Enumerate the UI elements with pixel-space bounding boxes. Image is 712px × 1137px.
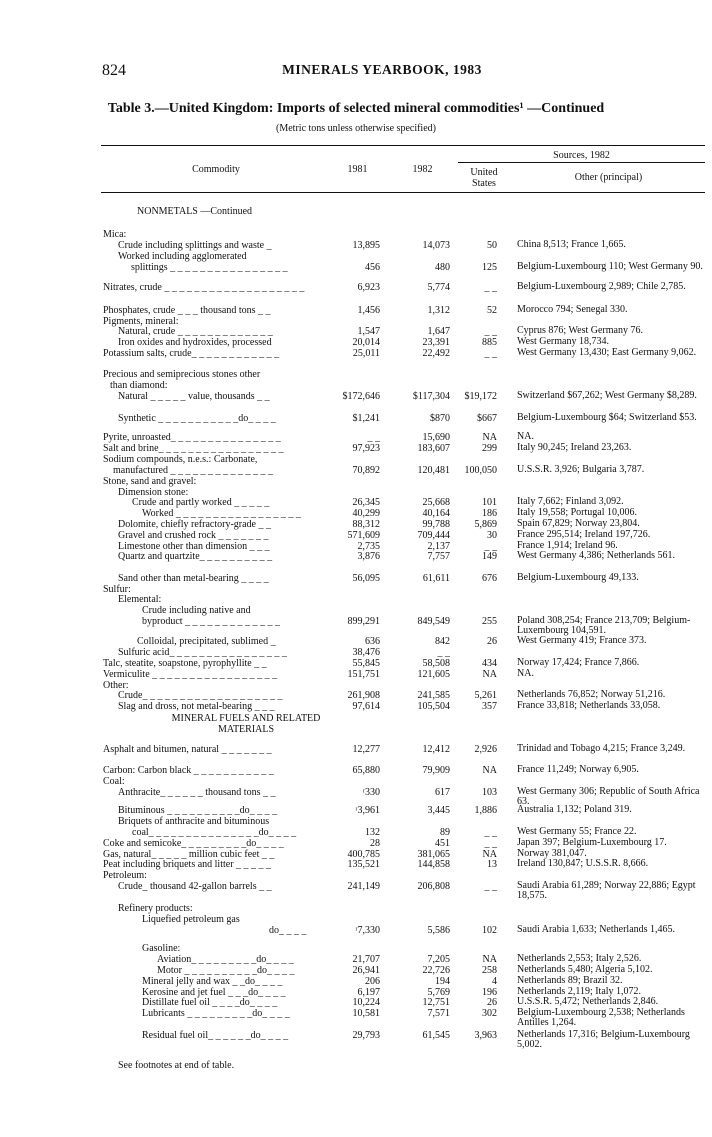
value-1982: 7,757 xyxy=(427,551,450,562)
value-1982: 121,605 xyxy=(417,669,450,680)
value-1982: 22,492 xyxy=(422,348,450,359)
page-number: 824 xyxy=(102,62,126,79)
value-united-states: NA xyxy=(482,849,497,860)
value-united-states: 299 xyxy=(482,443,497,454)
commodity-label: Liquefied petroleum gas xyxy=(142,914,240,925)
other-sources: West Germany 306; Republic of South Africa 63. xyxy=(517,786,700,807)
commodity-label: than diamond: xyxy=(110,380,168,391)
running-head: MINERALS YEARBOOK, 1983 xyxy=(282,62,482,77)
other-sources: Poland 308,254; France 213,709; Belgium-Luxembourg 104,591. xyxy=(517,615,691,636)
other-sources: Netherlands 89; Brazil 32. xyxy=(517,975,623,986)
commodity-label: Carbon: Carbon black _ _ _ _ _ _ _ _ _ _ _ xyxy=(103,765,274,776)
value-1982: 144,858 xyxy=(417,859,450,870)
other-sources: Saudi Arabia 1,633; Netherlands 1,465. xyxy=(517,924,676,935)
value-united-states: _ _ xyxy=(484,348,497,359)
value-united-states: 30 xyxy=(487,530,497,541)
value-1981: 6,923 xyxy=(357,282,380,293)
commodity-label: Stone, sand and gravel: xyxy=(103,476,197,487)
commodity-label: byproduct _ _ _ _ _ _ _ _ _ _ _ _ _ xyxy=(142,616,281,627)
other-sources: Morocco 794; Senegal 330. xyxy=(517,304,628,315)
sources-rule xyxy=(458,162,705,163)
commodity-label: Mica: xyxy=(103,229,127,240)
other-sources: France 1,914; Ireland 96. xyxy=(517,540,618,551)
commodity-label: Quartz and quartzite_ _ _ _ _ _ _ _ _ _ xyxy=(118,551,273,562)
value-1981: 400,785 xyxy=(347,849,380,860)
header-bottom-rule xyxy=(101,192,705,193)
other-sources: Saudi Arabia 61,289; Norway 22,886; Egypt 18,575. xyxy=(517,880,696,901)
value-1981: 456 xyxy=(365,262,380,273)
value-1982: 58,508 xyxy=(422,658,450,669)
other-sources: Italy 19,558; Portugal 10,006. xyxy=(517,507,637,518)
other-sources: U.S.S.R. 3,926; Bulgaria 3,787. xyxy=(517,464,645,475)
value-united-states: 100,050 xyxy=(464,465,497,476)
value-1981: 56,095 xyxy=(352,573,380,584)
value-1981: 38,476 xyxy=(352,647,380,658)
page-header xyxy=(102,62,662,82)
commodity-label: Worked _ _ _ _ _ _ _ _ _ _ _ _ _ _ _ _ _ xyxy=(142,508,301,519)
header-sources: Sources, 1982 xyxy=(553,150,610,161)
value-united-states: 102 xyxy=(482,925,497,936)
other-sources: Trinidad and Tobago 4,215; France 3,249. xyxy=(517,743,686,754)
commodity-label: Distillate fuel oil _ _ _ _do_ _ _ _ xyxy=(142,997,278,1008)
commodity-label: Crude and partly worked _ _ _ _ _ xyxy=(132,497,270,508)
value-united-states: _ _ xyxy=(484,326,497,337)
other-sources: Netherlands 76,852; Norway 51,216. xyxy=(517,689,666,700)
value-1981: 55,845 xyxy=(352,658,380,669)
other-sources: Belgium-Luxembourg 110; West Germany 90. xyxy=(517,261,703,272)
commodity-label: Phosphates, crude _ _ _ thousand tons _ _ xyxy=(103,305,271,316)
value-1982: 2,137 xyxy=(427,541,450,552)
value-1982: 89 xyxy=(440,827,450,838)
commodity-label: Sand other than metal-bearing _ _ _ _ xyxy=(118,573,269,584)
commodity-label: coal_ _ _ _ _ _ _ _ _ _ _ _ _ _ _do_ _ _ _ xyxy=(132,827,297,838)
value-1981: 88,312 xyxy=(352,519,380,530)
value-1982: 23,391 xyxy=(422,337,450,348)
commodity-label: Crude including splittings and waste _ xyxy=(118,240,272,251)
value-1982: 194 xyxy=(435,976,450,987)
other-sources: U.S.S.R. 5,472; Netherlands 2,846. xyxy=(517,996,659,1007)
value-1981: 1,456 xyxy=(357,305,380,316)
value-united-states: NA xyxy=(482,669,497,680)
value-1982: 3,445 xyxy=(427,805,450,816)
value-1982: 1,312 xyxy=(427,305,450,316)
value-1982: 617 xyxy=(435,787,450,798)
value-united-states: 101 xyxy=(482,497,497,508)
value-united-states: 196 xyxy=(482,987,497,998)
other-sources: Cyprus 876; West Germany 76. xyxy=(517,325,643,336)
commodity-label: Aviation_ _ _ _ _ _ _ _ _do_ _ _ _ xyxy=(157,954,294,965)
commodity-label: Kerosine and jet fuel _ _ _do_ _ _ _ xyxy=(142,987,286,998)
value-1981: ʳ330 xyxy=(362,787,380,798)
value-1981: 97,614 xyxy=(352,701,380,712)
value-united-states: $19,172 xyxy=(464,391,497,402)
other-sources: NA. xyxy=(517,668,534,679)
commodity-label: Bituminous _ _ _ _ _ _ _ _ _ _do_ _ _ _ xyxy=(118,805,278,816)
other-sources: West Germany 13,430; East Germany 9,062. xyxy=(517,347,697,358)
value-1981: ʳ7,330 xyxy=(355,925,380,936)
value-1982: 5,769 xyxy=(427,987,450,998)
value-1982: 7,205 xyxy=(427,954,450,965)
commodity-label: Crude_ thousand 42-gallon barrels _ _ xyxy=(118,881,272,892)
value-1982: 61,611 xyxy=(422,573,450,584)
commodity-label: Nitrates, crude _ _ _ _ _ _ _ _ _ _ _ _ _ _ _ _ _ _ _ xyxy=(103,282,305,293)
commodity-label: Sodium compounds, n.e.s.: Carbonate, xyxy=(103,454,258,465)
value-1982: 5,774 xyxy=(427,282,450,293)
value-1981: _ _ xyxy=(367,432,380,443)
commodity-label: Dimension stone: xyxy=(118,487,189,498)
value-1981: 151,751 xyxy=(347,669,380,680)
value-1981: 20,014 xyxy=(352,337,380,348)
value-united-states: $667 xyxy=(477,413,497,424)
commodity-label: Natural _ _ _ _ _ value, thousands _ _ xyxy=(118,391,270,402)
other-sources: Belgium-Luxembourg 49,133. xyxy=(517,572,639,583)
value-1982: 241,585 xyxy=(417,690,450,701)
value-1982: 79,909 xyxy=(422,765,450,776)
commodity-label: Anthracite_ _ _ _ _ _ thousand tons _ _ xyxy=(118,787,276,798)
commodity-label: do_ _ _ _ xyxy=(269,925,307,936)
value-1981: 29,793 xyxy=(352,1030,380,1041)
value-1981: 65,880 xyxy=(352,765,380,776)
value-1981: 25,011 xyxy=(352,348,380,359)
other-sources: West Germany 18,734. xyxy=(517,336,609,347)
value-1981: 135,521 xyxy=(347,859,380,870)
value-united-states: 5,869 xyxy=(474,519,497,530)
commodity-label: Pyrite, unroasted_ _ _ _ _ _ _ _ _ _ _ _ _ _ _ xyxy=(103,432,281,443)
value-united-states: _ _ xyxy=(484,827,497,838)
other-sources: Norway 381,047. xyxy=(517,848,587,859)
commodity-label: Iron oxides and hydroxides, processed xyxy=(118,337,272,348)
other-sources: Australia 1,132; Poland 319. xyxy=(517,804,632,815)
other-sources: Switzerland $67,262; West Germany $8,289. xyxy=(517,390,697,401)
commodity-label: Pigments, mineral: xyxy=(103,316,179,327)
value-1982: $117,304 xyxy=(412,391,450,402)
commodity-label: manufactured _ _ _ _ _ _ _ _ _ _ _ _ _ _ xyxy=(113,465,273,476)
value-united-states: NA xyxy=(482,954,497,965)
value-united-states: 3,963 xyxy=(474,1030,497,1041)
value-1981: 899,291 xyxy=(347,616,380,627)
value-united-states: 357 xyxy=(482,701,497,712)
other-sources: Italy 7,662; Finland 3,092. xyxy=(517,496,624,507)
value-united-states: 1,886 xyxy=(474,805,497,816)
other-sources: China 8,513; France 1,665. xyxy=(517,239,626,250)
value-1981: 261,908 xyxy=(347,690,380,701)
value-1982: 709,444 xyxy=(417,530,450,541)
value-united-states: NA xyxy=(482,432,497,443)
value-united-states: _ _ xyxy=(484,282,497,293)
other-sources: Japan 397; Belgium-Luxembourg 17. xyxy=(517,837,667,848)
other-sources: France 11,249; Norway 6,905. xyxy=(517,764,639,775)
value-1982: 12,751 xyxy=(422,997,450,1008)
commodity-label: Petroleum: xyxy=(103,870,147,881)
value-1982: 206,808 xyxy=(417,881,450,892)
other-sources: Ireland 130,847; U.S.S.R. 8,666. xyxy=(517,858,649,869)
table-subtitle: (Metric tons unless otherwise specified) xyxy=(276,123,436,134)
value-united-states: 302 xyxy=(482,1008,497,1019)
commodity-label: Gravel and crushed rock _ _ _ _ _ _ _ xyxy=(118,530,269,541)
commodity-label: Crude_ _ _ _ _ _ _ _ _ _ _ _ _ _ _ _ _ _ _ xyxy=(118,690,283,701)
value-1981: 6,197 xyxy=(357,987,380,998)
value-1982: 381,065 xyxy=(417,849,450,860)
commodity-label: Elemental: xyxy=(118,594,162,605)
value-united-states: _ _ xyxy=(484,838,497,849)
value-1982: 1,647 xyxy=(427,326,450,337)
value-1981: 241,149 xyxy=(347,881,380,892)
commodity-label: Sulfur: xyxy=(103,584,131,595)
other-sources: France 295,514; Ireland 197,726. xyxy=(517,529,651,540)
value-1982: _ _ xyxy=(437,647,450,658)
value-1981: 21,707 xyxy=(352,954,380,965)
commodity-label: Dolomite, chiefly refractory-grade _ _ xyxy=(118,519,271,530)
value-1981: 28 xyxy=(370,838,380,849)
commodity-label: Asphalt and bitumen, natural _ _ _ _ _ _ _ xyxy=(103,744,272,755)
commodity-label: Peat including briquets and litter _ _ _ _ _ xyxy=(103,859,272,870)
commodity-label: Talc, steatite, soapstone, pyrophyllite _ _ xyxy=(103,658,267,669)
other-sources: Netherlands 5,480; Algeria 5,102. xyxy=(517,964,653,975)
value-united-states: 2,926 xyxy=(474,744,497,755)
commodity-label: Motor _ _ _ _ _ _ _ _ _ _do_ _ _ _ xyxy=(157,965,295,976)
value-1981: 26,345 xyxy=(352,497,380,508)
commodity-label: Sulfuric acid_ _ _ _ _ _ _ _ _ _ _ _ _ _ _ _ xyxy=(118,647,287,658)
other-sources: Italy 90,245; Ireland 23,263. xyxy=(517,442,632,453)
value-united-states: 103 xyxy=(482,787,497,798)
value-united-states: 50 xyxy=(487,240,497,251)
other-sources: Spain 67,829; Norway 23,804. xyxy=(517,518,640,529)
value-united-states: 676 xyxy=(482,573,497,584)
value-united-states: _ _ xyxy=(484,541,497,552)
value-1981: $1,241 xyxy=(352,413,380,424)
value-united-states: 13 xyxy=(487,859,497,870)
value-1982: 183,607 xyxy=(417,443,450,454)
value-united-states: 26 xyxy=(487,997,497,1008)
section-fuels-line2: MATERIALS xyxy=(217,724,275,735)
value-1982: 842 xyxy=(435,636,450,647)
commodity-label: Coal: xyxy=(103,776,125,787)
value-1982: $870 xyxy=(430,413,450,424)
value-united-states: 255 xyxy=(482,616,497,627)
commodity-label: Gas, natural_ _ _ _ _ million cubic feet _ _ xyxy=(103,849,275,860)
value-1981: 12,277 xyxy=(352,744,380,755)
value-1981: 1,547 xyxy=(357,326,380,337)
value-1981: 97,923 xyxy=(352,443,380,454)
value-1981: 132 xyxy=(365,827,380,838)
value-united-states: 26 xyxy=(487,636,497,647)
value-1981: ʳ3,961 xyxy=(355,805,380,816)
section-nonmetals: NONMETALS —Continued xyxy=(137,206,253,217)
value-1981: 3,876 xyxy=(357,551,380,562)
value-1981: 206 xyxy=(365,976,380,987)
value-united-states: 258 xyxy=(482,965,497,976)
other-sources: West Germany 4,386; Netherlands 561. xyxy=(517,550,676,561)
value-1981: 13,895 xyxy=(352,240,380,251)
value-1981: 636 xyxy=(365,636,380,647)
other-sources: Belgium-Luxembourg 2,538; Netherlands Antilles 1,264. xyxy=(517,1007,685,1028)
commodity-label: Vermiculite _ _ _ _ _ _ _ _ _ _ _ _ _ _ _ _ _ xyxy=(103,669,278,680)
value-1982: 25,668 xyxy=(422,497,450,508)
commodity-label: Coke and semicoke_ _ _ _ _ _ _ _ _do_ _ _ _ xyxy=(103,838,284,849)
table-title: Table 3.—United Kingdom: Imports of selected mineral commodities¹ —Continued xyxy=(107,101,605,116)
other-sources: Belgium-Luxembourg $64; Switzerland $53. xyxy=(517,412,697,423)
commodity-label: Residual fuel oil_ _ _ _ _ _do_ _ _ _ xyxy=(142,1030,289,1041)
value-1982: 120,481 xyxy=(417,465,450,476)
commodity-label: Colloidal, precipitated, sublimed _ xyxy=(137,636,276,647)
value-1981: $172,646 xyxy=(342,391,380,402)
other-sources: West Germany 55; France 22. xyxy=(517,826,637,837)
value-united-states: 52 xyxy=(487,305,497,316)
commodity-label: Worked including agglomerated xyxy=(118,251,247,262)
value-united-states: _ _ xyxy=(484,881,497,892)
commodity-label: Other: xyxy=(103,680,129,691)
value-1982: 12,412 xyxy=(422,744,450,755)
other-sources: Netherlands 2,119; Italy 1,072. xyxy=(517,986,642,997)
other-sources: Netherlands 17,316; Belgium-Luxembourg 5,002. xyxy=(517,1029,690,1050)
commodity-label: Limestone other than dimension _ _ _ xyxy=(118,541,270,552)
value-1982: 22,726 xyxy=(422,965,450,976)
value-1982: 99,788 xyxy=(422,519,450,530)
value-1982: 480 xyxy=(435,262,450,273)
commodity-label: Mineral jelly and wax _ _do_ _ _ _ xyxy=(142,976,283,987)
commodity-label: Refinery products: xyxy=(118,903,193,914)
value-1982: 7,571 xyxy=(427,1008,450,1019)
header-other: Other (principal) xyxy=(574,172,643,183)
value-1981: 40,299 xyxy=(352,508,380,519)
other-sources: Netherlands 2,553; Italy 2,526. xyxy=(517,953,642,964)
commodity-label: Gasoline: xyxy=(142,943,181,954)
value-1981: 571,609 xyxy=(347,530,380,541)
header-1981: 1981 xyxy=(347,164,368,175)
value-1981: 10,224 xyxy=(352,997,380,1008)
value-1982: 105,504 xyxy=(417,701,450,712)
value-1982: 14,073 xyxy=(422,240,450,251)
value-1981: 10,581 xyxy=(352,1008,380,1019)
other-sources: Norway 17,424; France 7,866. xyxy=(517,657,640,668)
commodity-label: Lubricants _ _ _ _ _ _ _ _ _do_ _ _ _ xyxy=(142,1008,290,1019)
header-commodity: Commodity xyxy=(192,164,240,175)
value-united-states: 885 xyxy=(482,337,497,348)
commodity-label: Precious and semiprecious stones other xyxy=(103,369,261,380)
other-sources: France 33,818; Netherlands 33,058. xyxy=(517,700,661,711)
value-united-states: NA xyxy=(482,765,497,776)
value-1982: 40,164 xyxy=(422,508,450,519)
commodity-label: splittings _ _ _ _ _ _ _ _ _ _ _ _ _ _ _ _ xyxy=(131,262,288,273)
value-1981: 70,892 xyxy=(352,465,380,476)
value-1982: 451 xyxy=(435,838,450,849)
commodity-label: Potassium salts, crude_ _ _ _ _ _ _ _ _ _ _ _ xyxy=(103,348,280,359)
value-united-states: 4 xyxy=(492,976,497,987)
value-1982: 849,549 xyxy=(417,616,450,627)
value-1981: 2,735 xyxy=(357,541,380,552)
footnote: See footnotes at end of table. xyxy=(118,1060,235,1071)
header-1982: 1982 xyxy=(412,164,433,175)
header-us: United States xyxy=(470,167,498,189)
value-united-states: 149 xyxy=(482,551,497,562)
commodity-label: Crude including native and xyxy=(142,605,251,616)
other-sources: Belgium-Luxembourg 2,989; Chile 2,785. xyxy=(517,281,686,292)
commodity-label: Salt and brine_ _ _ _ _ _ _ _ _ _ _ _ _ _ _ _ _ xyxy=(103,443,284,454)
commodity-label: Briquets of anthracite and bituminous xyxy=(118,816,270,827)
value-1982: 61,545 xyxy=(422,1030,450,1041)
value-united-states: 5,261 xyxy=(474,690,497,701)
commodity-label: Slag and dross, not metal-bearing _ _ _ xyxy=(118,701,275,712)
table-top-rule xyxy=(101,145,705,146)
value-1981: 26,941 xyxy=(352,965,380,976)
value-1982: 5,586 xyxy=(427,925,450,936)
commodity-label: Synthetic _ _ _ _ _ _ _ _ _ _ _do_ _ _ _ xyxy=(118,413,276,424)
commodity-label: Natural, crude _ _ _ _ _ _ _ _ _ _ _ _ _ xyxy=(118,326,273,337)
value-united-states: 125 xyxy=(482,262,497,273)
value-1982: 15,690 xyxy=(422,432,450,443)
other-sources: West Germany 419; France 373. xyxy=(517,635,647,646)
value-united-states: 186 xyxy=(482,508,497,519)
other-sources: NA. xyxy=(517,431,534,442)
section-fuels-line1: MINERAL FUELS AND RELATED xyxy=(171,713,321,724)
value-united-states: 434 xyxy=(482,658,497,669)
